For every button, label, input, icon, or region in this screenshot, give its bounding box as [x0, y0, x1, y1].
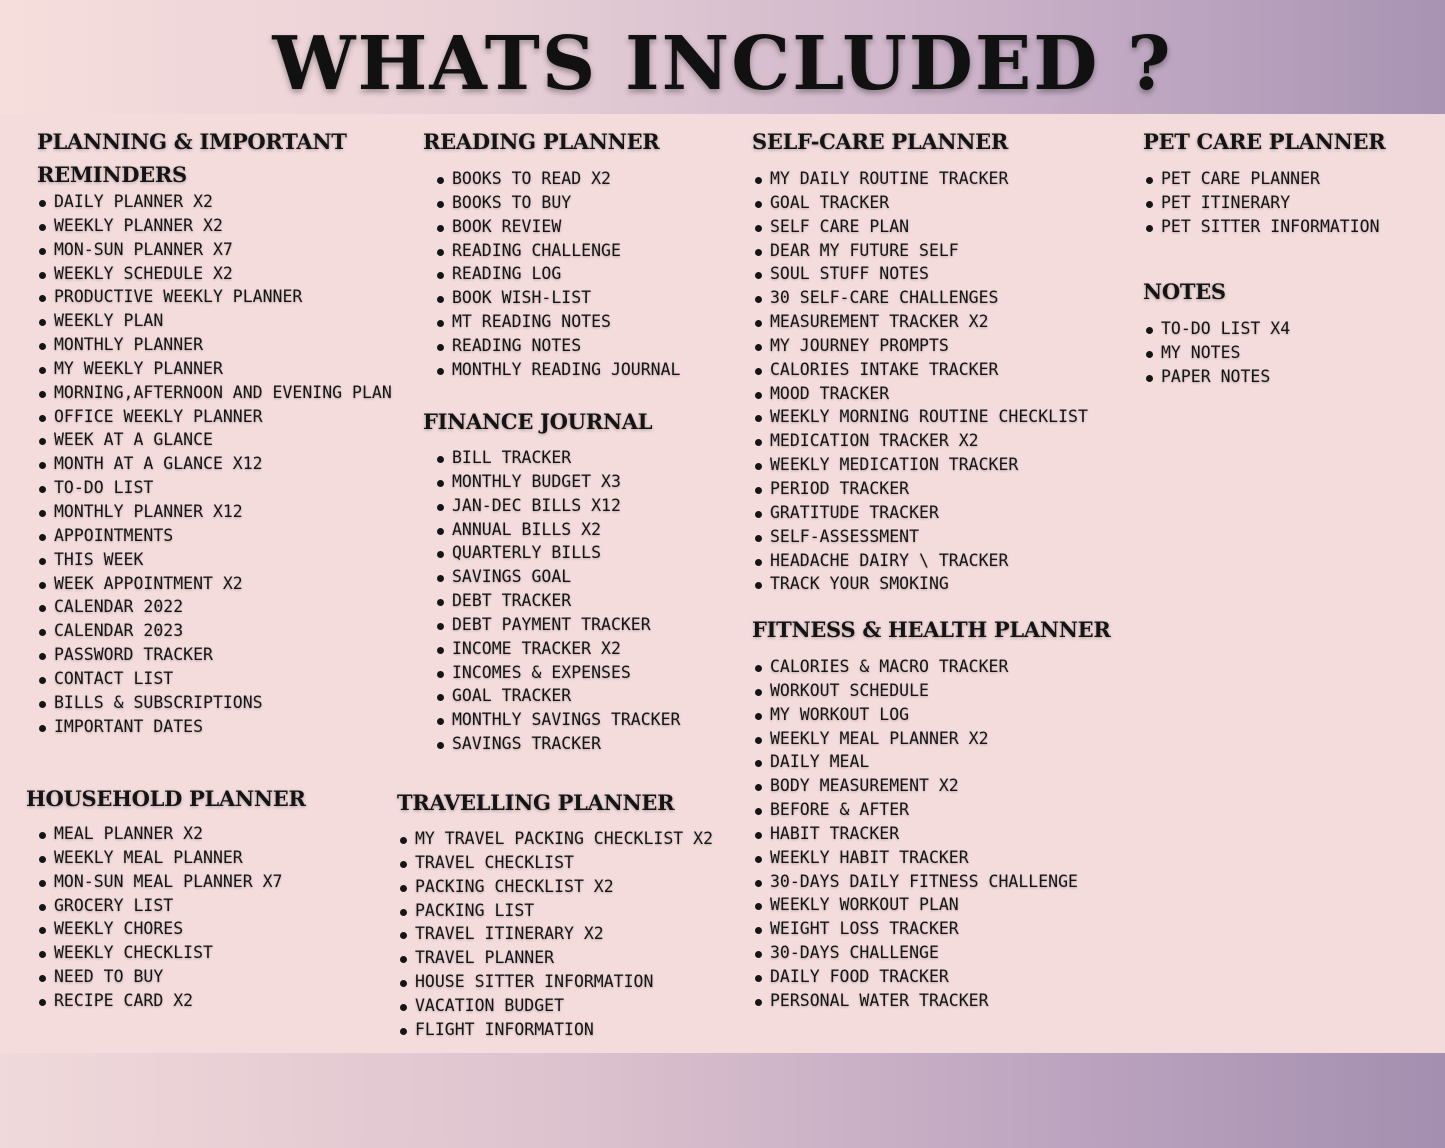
list-item: HABIT TRACKER [753, 822, 1122, 846]
section-heading-household: HOUSEHOLD PLANNER [26, 786, 306, 811]
section-selfcare [752, 125, 1122, 596]
list-item: GOAL TRACKER [753, 191, 1122, 215]
list-item: DEAR MY FUTURE SELF [753, 239, 1122, 263]
list-item: PAPER NOTES [1144, 365, 1433, 389]
list-item: PET SITTER INFORMATION [1144, 215, 1433, 239]
list-item: WEEKLY CHECKLIST [37, 941, 386, 965]
list-item: THIS WEEK [37, 548, 417, 572]
list-item: PACKING LIST [398, 899, 742, 923]
list-item: PERIOD TRACKER [753, 477, 1122, 501]
list-item: BOOKS TO READ X2 [435, 167, 743, 191]
section-finance [423, 405, 743, 756]
list-item: WEEKLY MEDICATION TRACKER [753, 453, 1122, 477]
list-item: PET ITINERARY [1144, 191, 1433, 215]
list-item: WEEKLY PLANNER X2 [37, 214, 417, 238]
list-item: WEEK AT A GLANCE [37, 428, 417, 452]
list-item: SAVINGS TRACKER [435, 732, 743, 756]
item-list-planning [37, 190, 417, 738]
item-list-finance [435, 446, 743, 756]
list-item: WEEKLY HABIT TRACKER [753, 846, 1122, 870]
list-item: MY WEEKLY PLANNER [37, 357, 417, 381]
list-item: CALORIES & MACRO TRACKER [753, 655, 1122, 679]
list-item: SAVINGS GOAL [435, 565, 743, 589]
list-item: MY NOTES [1144, 341, 1433, 365]
list-item: MY DAILY ROUTINE TRACKER [753, 167, 1122, 191]
section-heading-selfcare: SELF-CARE PLANNER [752, 129, 1008, 154]
list-item: MONTHLY PLANNER [37, 333, 417, 357]
list-item: BOOK WISH-LIST [435, 286, 743, 310]
list-item: VACATION BUDGET [398, 994, 742, 1018]
list-item: RECIPE CARD X2 [37, 989, 386, 1013]
list-item: MEAL PLANNER X2 [37, 822, 386, 846]
item-list-fitness [753, 655, 1122, 1013]
list-item: QUARTERLY BILLS [435, 541, 743, 565]
list-item: READING LOG [435, 262, 743, 286]
list-item: WEEKLY SCHEDULE X2 [37, 262, 417, 286]
list-item: 30-DAYS CHALLENGE [753, 941, 1122, 965]
item-list-reading [435, 167, 743, 382]
section-heading-travelling: TRAVELLING PLANNER [397, 790, 675, 815]
list-item: MY WORKOUT LOG [753, 703, 1122, 727]
list-item: WEEKLY MEAL PLANNER [37, 846, 386, 870]
list-item: WEEK APPOINTMENT X2 [37, 572, 417, 596]
list-item: WORKOUT SCHEDULE [753, 679, 1122, 703]
list-item: PASSWORD TRACKER [37, 643, 417, 667]
list-item: DAILY PLANNER X2 [37, 190, 417, 214]
item-list-selfcare [753, 167, 1122, 596]
list-item: MONTHLY SAVINGS TRACKER [435, 708, 743, 732]
list-item: TRAVEL PLANNER [398, 946, 742, 970]
list-item: BILLS & SUBSCRIPTIONS [37, 691, 417, 715]
list-item: PACKING CHECKLIST X2 [398, 875, 742, 899]
list-item: MONTHLY READING JOURNAL [435, 358, 743, 382]
page-title: WHATS INCLUDED ? [272, 21, 1173, 107]
list-item: MT READING NOTES [435, 310, 743, 334]
item-list-notes [1144, 317, 1433, 389]
list-item: WEEKLY PLAN [37, 309, 417, 333]
section-notes [1143, 275, 1433, 389]
list-item: NEED TO BUY [37, 965, 386, 989]
list-item: DEBT TRACKER [435, 589, 743, 613]
list-item: SELF-ASSESSMENT [753, 525, 1122, 549]
list-item: BOOKS TO BUY [435, 191, 743, 215]
list-item: GROCERY LIST [37, 894, 386, 918]
list-item: MORNING,AFTERNOON AND EVENING PLAN [37, 381, 417, 405]
list-item: MON-SUN MEAL PLANNER X7 [37, 870, 386, 894]
list-item: BOOK REVIEW [435, 215, 743, 239]
list-item: CALENDAR 2022 [37, 595, 417, 619]
list-item: PET CARE PLANNER [1144, 167, 1433, 191]
list-item: DEBT PAYMENT TRACKER [435, 613, 743, 637]
list-item: ANNUAL BILLS X2 [435, 518, 743, 542]
list-item: OFFICE WEEKLY PLANNER [37, 405, 417, 429]
list-item: MY JOURNEY PROMPTS [753, 334, 1122, 358]
list-item: MY TRAVEL PACKING CHECKLIST X2 [398, 827, 742, 851]
list-item: CALENDAR 2023 [37, 619, 417, 643]
list-item: TO-DO LIST X4 [1144, 317, 1433, 341]
list-item: READING NOTES [435, 334, 743, 358]
list-item: HEADACHE DAIRY \ TRACKER [753, 549, 1122, 573]
list-item: BEFORE & AFTER [753, 798, 1122, 822]
list-item: SELF CARE PLAN [753, 215, 1122, 239]
section-household [26, 782, 386, 1013]
list-item: TO-DO LIST [37, 476, 417, 500]
list-item: DAILY FOOD TRACKER [753, 965, 1122, 989]
list-item: WEEKLY MEAL PLANNER X2 [753, 727, 1122, 751]
list-item: MOOD TRACKER [753, 382, 1122, 406]
list-item: APPOINTMENTS [37, 524, 417, 548]
list-item: PERSONAL WATER TRACKER [753, 989, 1122, 1013]
list-item: BODY MEASUREMENT X2 [753, 774, 1122, 798]
list-item: WEIGHT LOSS TRACKER [753, 917, 1122, 941]
list-item: GRATITUDE TRACKER [753, 501, 1122, 525]
list-item: CONTACT LIST [37, 667, 417, 691]
section-travelling [397, 786, 742, 1042]
list-item: WEEKLY WORKOUT PLAN [753, 893, 1122, 917]
list-item: 30 SELF-CARE CHALLENGES [753, 286, 1122, 310]
item-list-petcare [1144, 167, 1433, 239]
section-heading-petcare: PET CARE PLANNER [1143, 129, 1386, 154]
section-fitness [752, 613, 1122, 1013]
list-item: MEDICATION TRACKER X2 [753, 429, 1122, 453]
item-list-travelling [398, 827, 742, 1042]
list-item: TRACK YOUR SMOKING [753, 572, 1122, 596]
list-item: GOAL TRACKER [435, 684, 743, 708]
list-item: MONTH AT A GLANCE X12 [37, 452, 417, 476]
section-heading-notes: NOTES [1143, 279, 1226, 304]
footer-band [0, 1053, 1445, 1148]
list-item: IMPORTANT DATES [37, 715, 417, 739]
list-item: 30-DAYS DAILY FITNESS CHALLENGE [753, 870, 1122, 894]
section-planning [37, 125, 417, 738]
list-item: MONTHLY BUDGET X3 [435, 470, 743, 494]
item-list-household [37, 822, 386, 1013]
list-item: WEEKLY MORNING ROUTINE CHECKLIST [753, 405, 1122, 429]
list-item: TRAVEL CHECKLIST [398, 851, 742, 875]
list-item: TRAVEL ITINERARY X2 [398, 922, 742, 946]
list-item: WEEKLY CHORES [37, 917, 386, 941]
section-heading-reading: READING PLANNER [423, 129, 660, 154]
list-item: MON-SUN PLANNER X7 [37, 238, 417, 262]
section-petcare [1143, 125, 1433, 239]
list-item: DAILY MEAL [753, 750, 1122, 774]
list-item: SOUL STUFF NOTES [753, 262, 1122, 286]
section-heading-fitness: FITNESS & HEALTH PLANNER [752, 617, 1111, 642]
list-item: JAN-DEC BILLS X12 [435, 494, 743, 518]
section-heading-finance: FINANCE JOURNAL [423, 409, 653, 434]
list-item: HOUSE SITTER INFORMATION [398, 970, 742, 994]
list-item: READING CHALLENGE [435, 239, 743, 263]
list-item: MONTHLY PLANNER X12 [37, 500, 417, 524]
list-item: BILL TRACKER [435, 446, 743, 470]
list-item: PRODUCTIVE WEEKLY PLANNER [37, 285, 417, 309]
section-heading-planning: PLANNING & IMPORTANT REMINDERS [37, 129, 347, 187]
list-item: INCOME TRACKER X2 [435, 637, 743, 661]
list-item: FLIGHT INFORMATION [398, 1018, 742, 1042]
list-item: INCOMES & EXPENSES [435, 661, 743, 685]
list-item: CALORIES INTAKE TRACKER [753, 358, 1122, 382]
list-item: MEASUREMENT TRACKER X2 [753, 310, 1122, 334]
section-reading [423, 125, 743, 382]
